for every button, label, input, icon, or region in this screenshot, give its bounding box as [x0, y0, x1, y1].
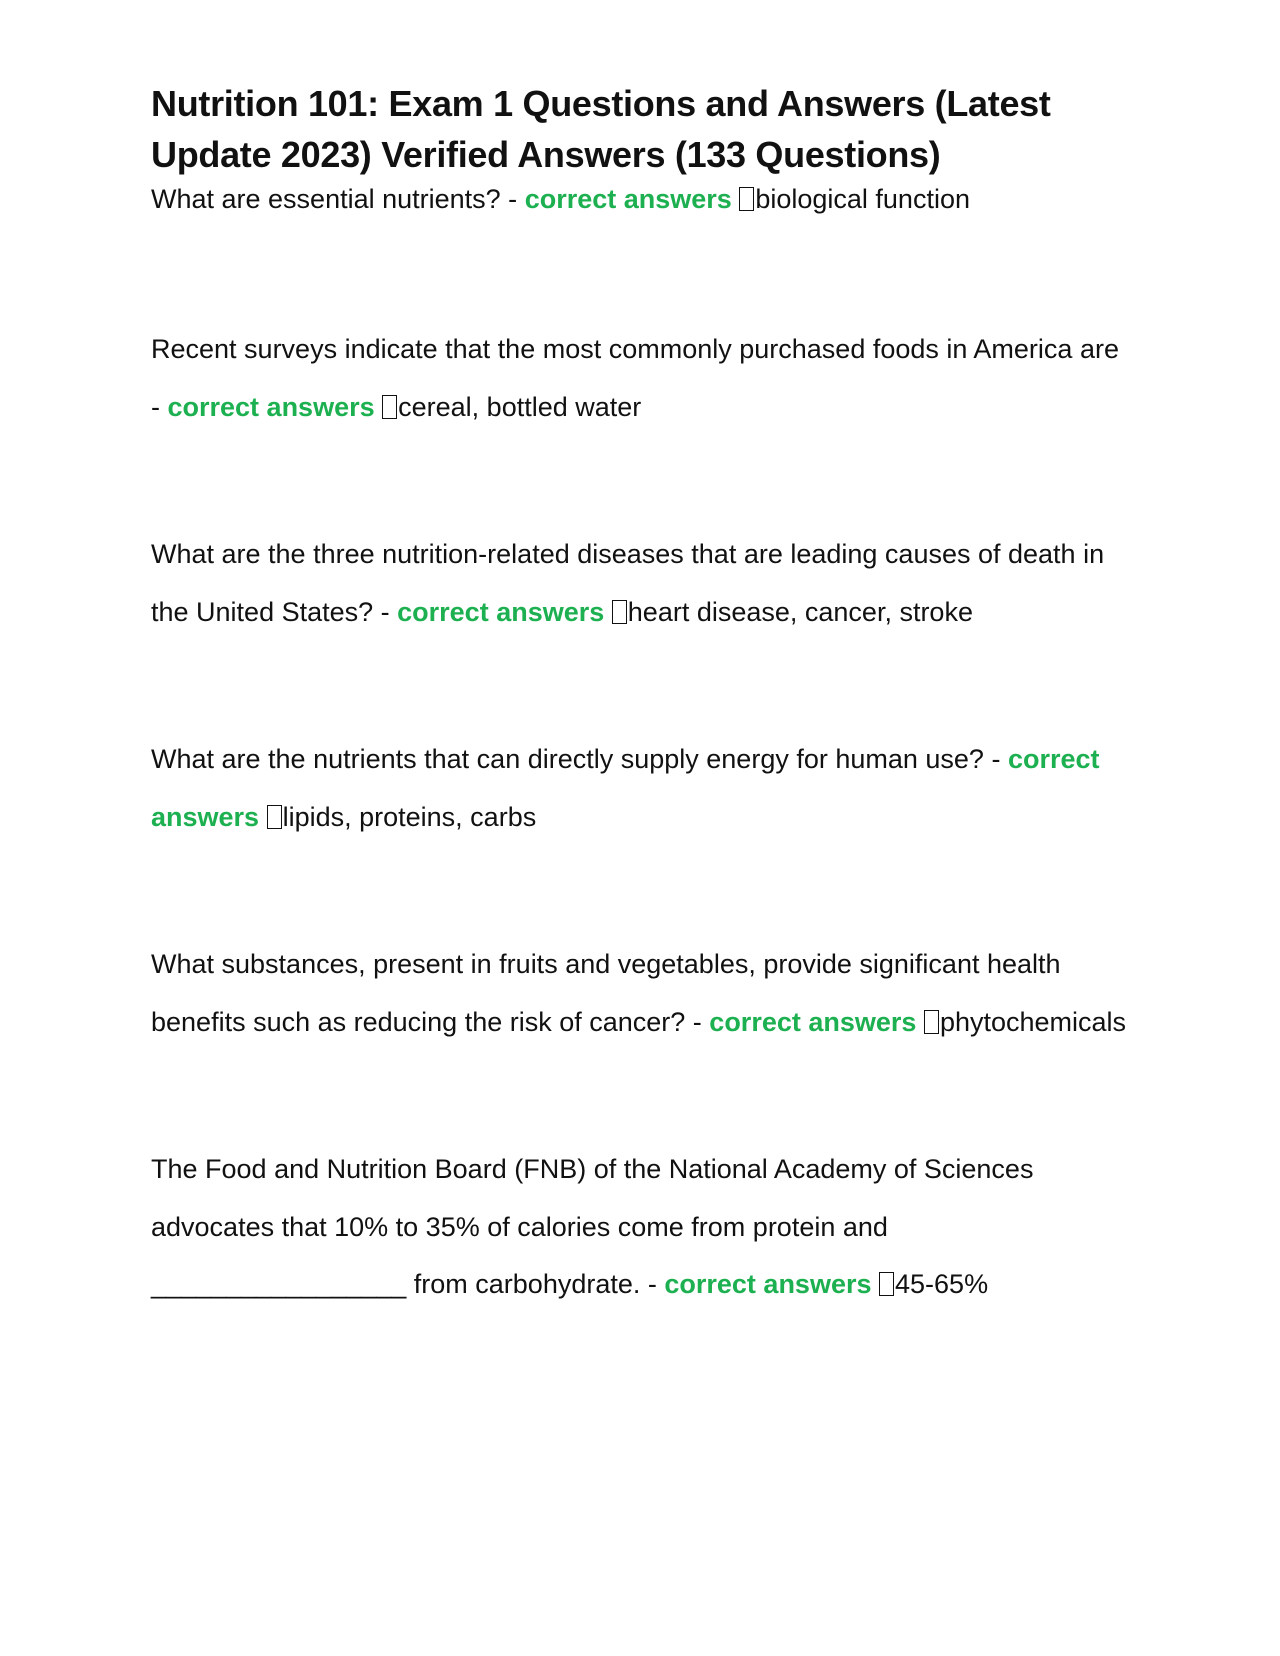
document-page: [151, 78, 1131, 1314]
qa-item: [151, 174, 1131, 225]
question-text: Recent surveys indicate that the most commonly purchased foods in America are -: [151, 334, 1119, 422]
answer-text: heart disease, cancer, stroke: [627, 596, 973, 627]
answer-text: 45-65%: [895, 1269, 989, 1299]
qa-item: [151, 321, 1131, 436]
qa-item: [151, 731, 1131, 846]
question-text: What are the three nutrition-related diseases that are leading causes of death in the United States? -: [151, 539, 1105, 627]
missing-glyph-icon: [612, 600, 627, 624]
answer-label: correct answers: [151, 744, 1100, 832]
missing-glyph-icon: [382, 395, 397, 419]
missing-glyph-icon: [924, 1010, 939, 1034]
document-title: Nutrition 101: Exam 1 Questions and Answers (Latest Update 2023) Verified Answers (133 Questions): [151, 83, 1051, 175]
question-text: What substances, present in fruits and vegetables, provide significant health benefits such as reducing the risk of cancer? -: [151, 949, 1061, 1037]
missing-glyph-icon: [739, 187, 754, 211]
qa-item: [151, 1141, 1131, 1314]
missing-glyph-icon: [879, 1272, 894, 1296]
qa-item: [151, 936, 1131, 1051]
answer-text: cereal, bottled water: [398, 391, 642, 422]
question-text: What are the nutrients that can directly supply energy for human use? -: [151, 744, 1008, 774]
answer-label: correct answers: [167, 391, 375, 422]
answer-label: correct answers: [664, 1269, 872, 1299]
answer-text: biological function: [755, 184, 970, 214]
answer-label: correct answers: [397, 596, 605, 627]
question-text: The Food and Nutrition Board (FNB) of the National Academy of Sciences advocates that 10% to 35% of calories come from protein and _________________ from carbohydrate. -: [151, 1154, 1034, 1299]
answer-text: phytochemicals: [939, 1006, 1127, 1037]
answer-text: lipids, proteins, carbs: [282, 801, 537, 832]
qa-item: [151, 526, 1131, 641]
answer-label: correct answers: [709, 1006, 917, 1037]
question-text: What are essential nutrients? -: [151, 184, 525, 214]
answer-label: correct answers: [524, 184, 732, 214]
missing-glyph-icon: [267, 805, 282, 829]
